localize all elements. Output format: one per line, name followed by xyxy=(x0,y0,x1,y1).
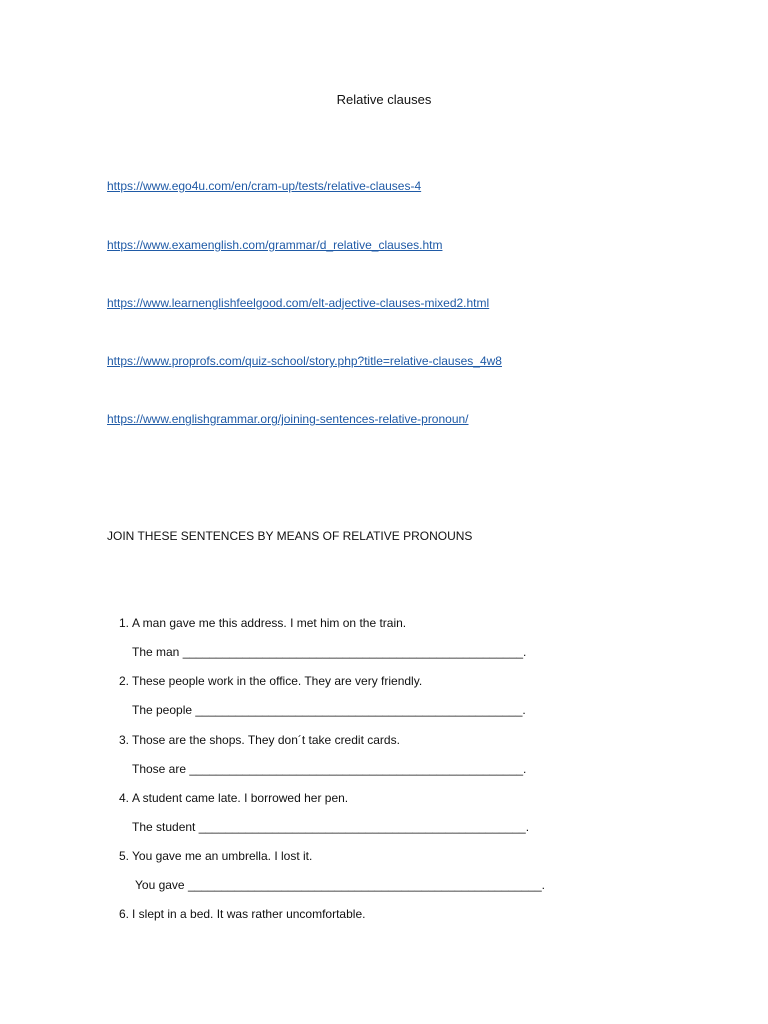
link-ego4u[interactable]: https://www.ego4u.com/en/cram-up/tests/relative-clauses-4 xyxy=(107,179,422,193)
exercise-2-sentence xyxy=(119,674,422,689)
exercise-number: 3. xyxy=(119,733,130,747)
link-proprofs[interactable]: https://www.proprofs.com/quiz-school/story.php?title=relative-clauses_4w8 xyxy=(107,354,502,368)
exercise-1-answer-line[interactable]: The man ___________________________________________________. xyxy=(132,645,527,659)
link-examenglish[interactable]: https://www.examenglish.com/grammar/d_relative_clauses.htm xyxy=(107,238,443,252)
exercise-text: A student came late. I borrowed her pen. xyxy=(132,791,349,805)
exercise-instructions: JOIN THESE SENTENCES BY MEANS OF RELATIVE PRONOUNS xyxy=(107,529,473,543)
exercise-4-answer-line[interactable]: The student _________________________________________________. xyxy=(132,820,530,834)
exercise-number: 6. xyxy=(119,907,130,921)
link-englishgrammar[interactable]: https://www.englishgrammar.org/joining-sentences-relative-pronoun/ xyxy=(107,412,469,426)
page-title: Relative clauses xyxy=(336,92,432,107)
link-learnenglishfeelgood[interactable]: https://www.learnenglishfeelgood.com/elt-adjective-clauses-mixed2.html xyxy=(107,296,490,310)
exercise-text: You gave me an umbrella. I lost it. xyxy=(132,849,313,863)
exercise-text: These people work in the office. They are very friendly. xyxy=(132,674,423,688)
exercise-number: 1. xyxy=(119,616,130,630)
exercise-1-sentence xyxy=(119,616,406,631)
exercise-number: 5. xyxy=(119,849,130,863)
exercise-text: A man gave me this address. I met him on the train. xyxy=(132,616,407,630)
exercise-5-answer-line[interactable]: You gave _____________________________________________________. xyxy=(135,878,545,892)
exercise-3-sentence xyxy=(119,733,400,748)
exercise-2-answer-line[interactable]: The people _________________________________________________. xyxy=(132,703,526,717)
exercise-text: I slept in a bed. It was rather uncomfortable. xyxy=(132,907,366,921)
exercise-number: 4. xyxy=(119,791,130,805)
exercise-text: Those are the shops. They don´t take credit cards. xyxy=(132,733,400,747)
exercise-number: 2. xyxy=(119,674,130,688)
exercise-4-sentence xyxy=(119,791,348,806)
exercise-3-answer-line[interactable]: Those are __________________________________________________. xyxy=(132,762,527,776)
exercise-6-sentence xyxy=(119,907,365,922)
exercise-5-sentence xyxy=(119,849,312,864)
